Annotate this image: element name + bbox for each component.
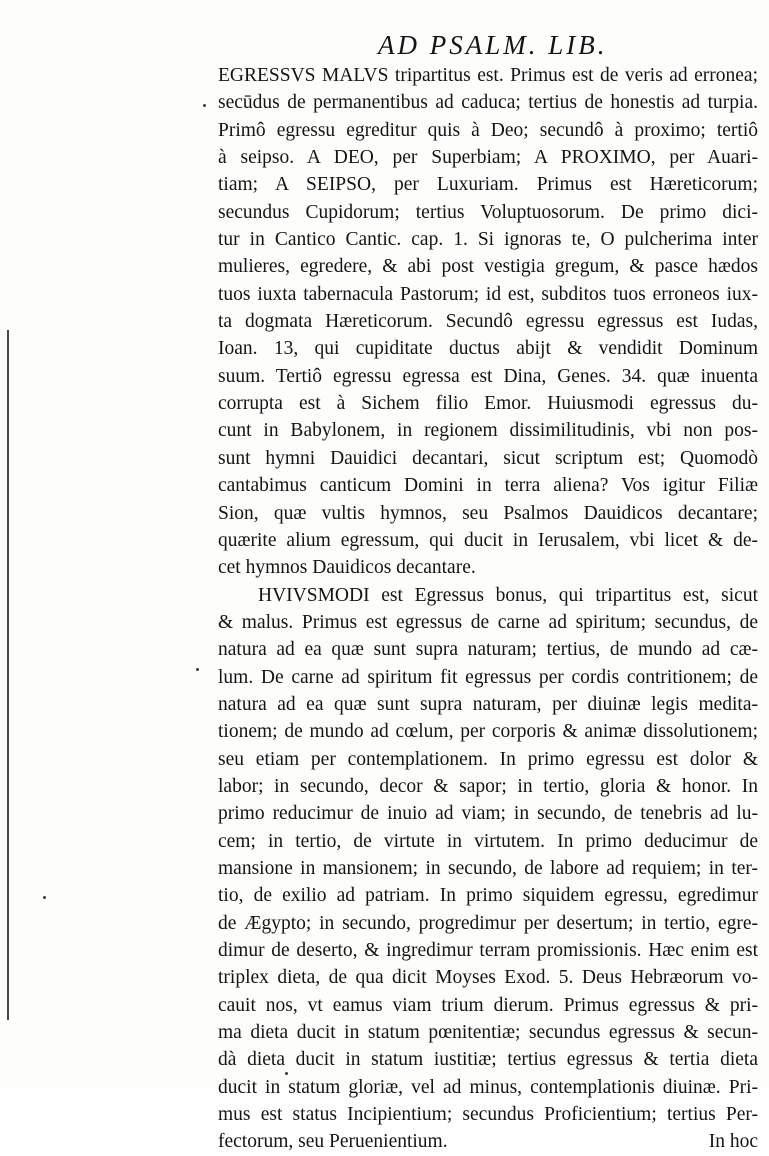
text-line: cunt in Babylonem, in regionem dissimilitudinis, vbi non pos- (218, 420, 758, 442)
text-line: cauit nos, vt eamus viam trium dierum. Primus egressus & pri- (218, 994, 758, 1016)
text-line: ta dogmata Hæreticorum. Secundô egressu egressus est Iudas, (218, 311, 758, 333)
ink-speck (203, 104, 206, 107)
text-line: cantabimus canticum Domini in terra aliena? Vos igitur Filiæ (218, 475, 758, 497)
text-line: tiam; A SEIPSO, per Luxuriam. Primus est Hæreticorum; (218, 174, 758, 196)
text-line: tio, de exilio ad patriam. In primo siquidem egressu, egredimur (218, 885, 758, 907)
text-line: HVIVSMODI est Egressus bonus, qui tripartitus est, sicut (258, 584, 758, 606)
text-line: mulieres, egredere, & abi post vestigia gregum, & pasce hædos (218, 256, 758, 278)
final-line-text: fectorum, seu Peruenientium. (218, 1131, 448, 1153)
text-line: Primô egressu egreditur quis à Deo; secundô à proximo; tertiô (218, 119, 758, 141)
text-line: natura ad ea quæ sunt supra naturam, per diuinæ legis medita- (218, 693, 758, 715)
text-line: tur in Cantico Cantic. cap. 1. Si ignoras te, O pulcherima inter (218, 229, 758, 251)
text-line: dà dieta ducit in statum iustitiæ; tertius egressus & tertia dieta (218, 1049, 758, 1071)
text-line: primo reducimur de inuio ad viam; in secundo, de tenebris ad lu- (218, 803, 758, 825)
text-line: seu etiam per contemplationem. In primo egressu est dolor & (218, 748, 758, 770)
ink-speck (43, 896, 46, 899)
text-line: sunt hymni Dauidici decantari, sicut scriptum est; Quomodò (218, 447, 758, 469)
text-line: EGRESSVS MALVS tripartitus est. Primus est de veris ad erronea; (218, 65, 758, 86)
text-block (218, 62, 758, 1156)
text-line: dimur de deserto, & ingredimur terram promissionis. Hæc enim est (218, 940, 758, 961)
text-line: corrupta est à Sichem filio Emor. Huiusmodi egressus du- (218, 393, 758, 415)
final-line (218, 1128, 758, 1155)
text-line: Sion, quæ vultis hymnos, seu Psalmos Dauidicos decantare; (218, 502, 758, 524)
text-line: suum. Tertiô egressu egressa est Dina, Genes. 34. quæ inuenta (218, 365, 758, 387)
paragraph-1 (218, 62, 758, 582)
text-line: tionem; de mundo ad cœlum, per corporis & animæ dissolutionem; (218, 721, 758, 743)
ink-speck (196, 668, 199, 671)
ink-speck (285, 1072, 288, 1075)
running-header: AD PSALM. LIB. (378, 30, 608, 60)
page-edge-rule (7, 330, 9, 1020)
text-line: secūdus de permanentibus ad caduca; tertius de honestis ad turpia. (218, 92, 758, 114)
text-line: cem; in tertio, de virtute in virtutem. In primo deducimur de (218, 830, 758, 852)
text-line: de Ægypto; in secundo, progredimur per desertum; in tertio, egre- (218, 912, 758, 934)
text-line: quærite alium egressum, qui ducit in Ierusalem, vbi licet & de- (218, 529, 758, 551)
text-line: labor; in secundo, decor & sapor; in tertio, gloria & honor. In (218, 775, 758, 797)
text-line: & malus. Primus est egressus de carne ad spiritum; secundus, de (218, 611, 758, 633)
text-line: cet hymnos Dauidicos decantare. (218, 557, 476, 579)
catchword: In hoc (708, 1131, 758, 1153)
text-line: mus est status Incipientium; secundus Proficientium; tertius Per- (218, 1104, 758, 1126)
text-line: tuos iuxta tabernacula Pastorum; id est, subditos tuos erroneos iux- (218, 283, 758, 305)
paragraph-2 (218, 582, 758, 1156)
text-line: Ioan. 13, qui cupiditate ductus abijt & vendidit Dominum (218, 338, 758, 360)
text-line: secundus Cupidorum; tertius Voluptuosorum. De primo dici- (218, 201, 758, 223)
text-line: lum. De carne ad spiritum fit egressus per cordis contritionem; de (218, 666, 758, 688)
text-line: natura ad ea quæ sunt supra naturam; tertius, de mundo ad cæ- (218, 639, 758, 661)
text-line: mansione in mansionem; in secundo, de labore ad requiem; in ter- (218, 857, 758, 879)
text-line: à seipso. A DEO, per Superbiam; A PROXIMO, per Auari- (218, 147, 758, 169)
text-line: triplex dieta, de qua dicit Moyses Exod. 5. Deus Hebræorum vo- (218, 967, 758, 989)
text-line: ducit in statum gloriæ, vel ad minus, contemplationis diuinæ. Pri- (218, 1076, 758, 1098)
text-line: ma dieta ducit in statum pœnitentiæ; secundus egressus & secun- (218, 1022, 758, 1044)
